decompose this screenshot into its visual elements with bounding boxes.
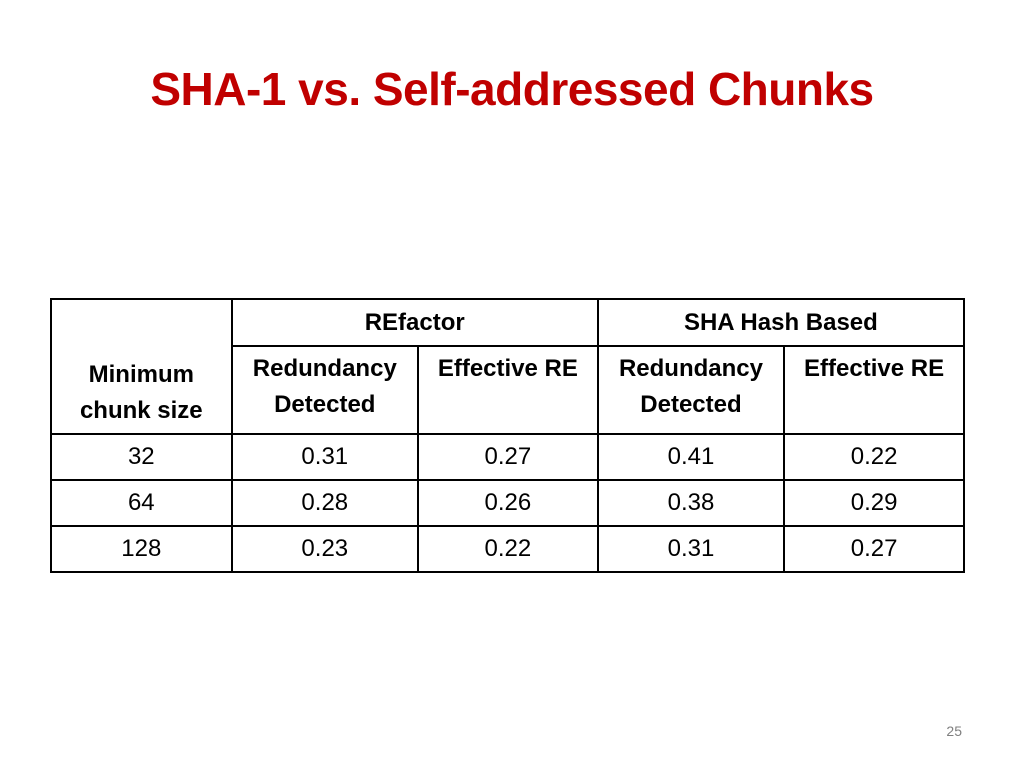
table-row	[51, 434, 964, 480]
sha-redundancy-header: Redundancy Detected	[598, 346, 784, 434]
table-cell: 0.38	[598, 480, 784, 526]
table-cell: 0.27	[418, 434, 598, 480]
table-cell: 32	[51, 434, 232, 480]
refactor-effective-re-header: Effective RE	[418, 346, 598, 434]
table-cell: 0.31	[232, 434, 418, 480]
table-cell: 64	[51, 480, 232, 526]
refactor-redundancy-header: Redundancy Detected	[232, 346, 418, 434]
table-row	[51, 480, 964, 526]
page-number: 25	[946, 723, 962, 739]
group-header-row	[51, 299, 964, 346]
table-cell: 0.28	[232, 480, 418, 526]
min-chunk-size-header: Minimum chunk size	[51, 299, 232, 434]
table-cell: 0.26	[418, 480, 598, 526]
table-cell: 128	[51, 526, 232, 572]
sha-effective-re-header: Effective RE	[784, 346, 964, 434]
table-cell: 0.22	[418, 526, 598, 572]
table-cell: 0.29	[784, 480, 964, 526]
table-row	[51, 526, 964, 572]
table-cell: 0.27	[784, 526, 964, 572]
sha-hash-group-header: SHA Hash Based	[598, 299, 964, 346]
table-cell: 0.22	[784, 434, 964, 480]
table-cell: 0.41	[598, 434, 784, 480]
table-cell: 0.31	[598, 526, 784, 572]
comparison-table	[50, 298, 965, 573]
slide-title: SHA-1 vs. Self-addressed Chunks	[150, 63, 874, 115]
refactor-group-header: REfactor	[232, 299, 598, 346]
table-cell: 0.23	[232, 526, 418, 572]
